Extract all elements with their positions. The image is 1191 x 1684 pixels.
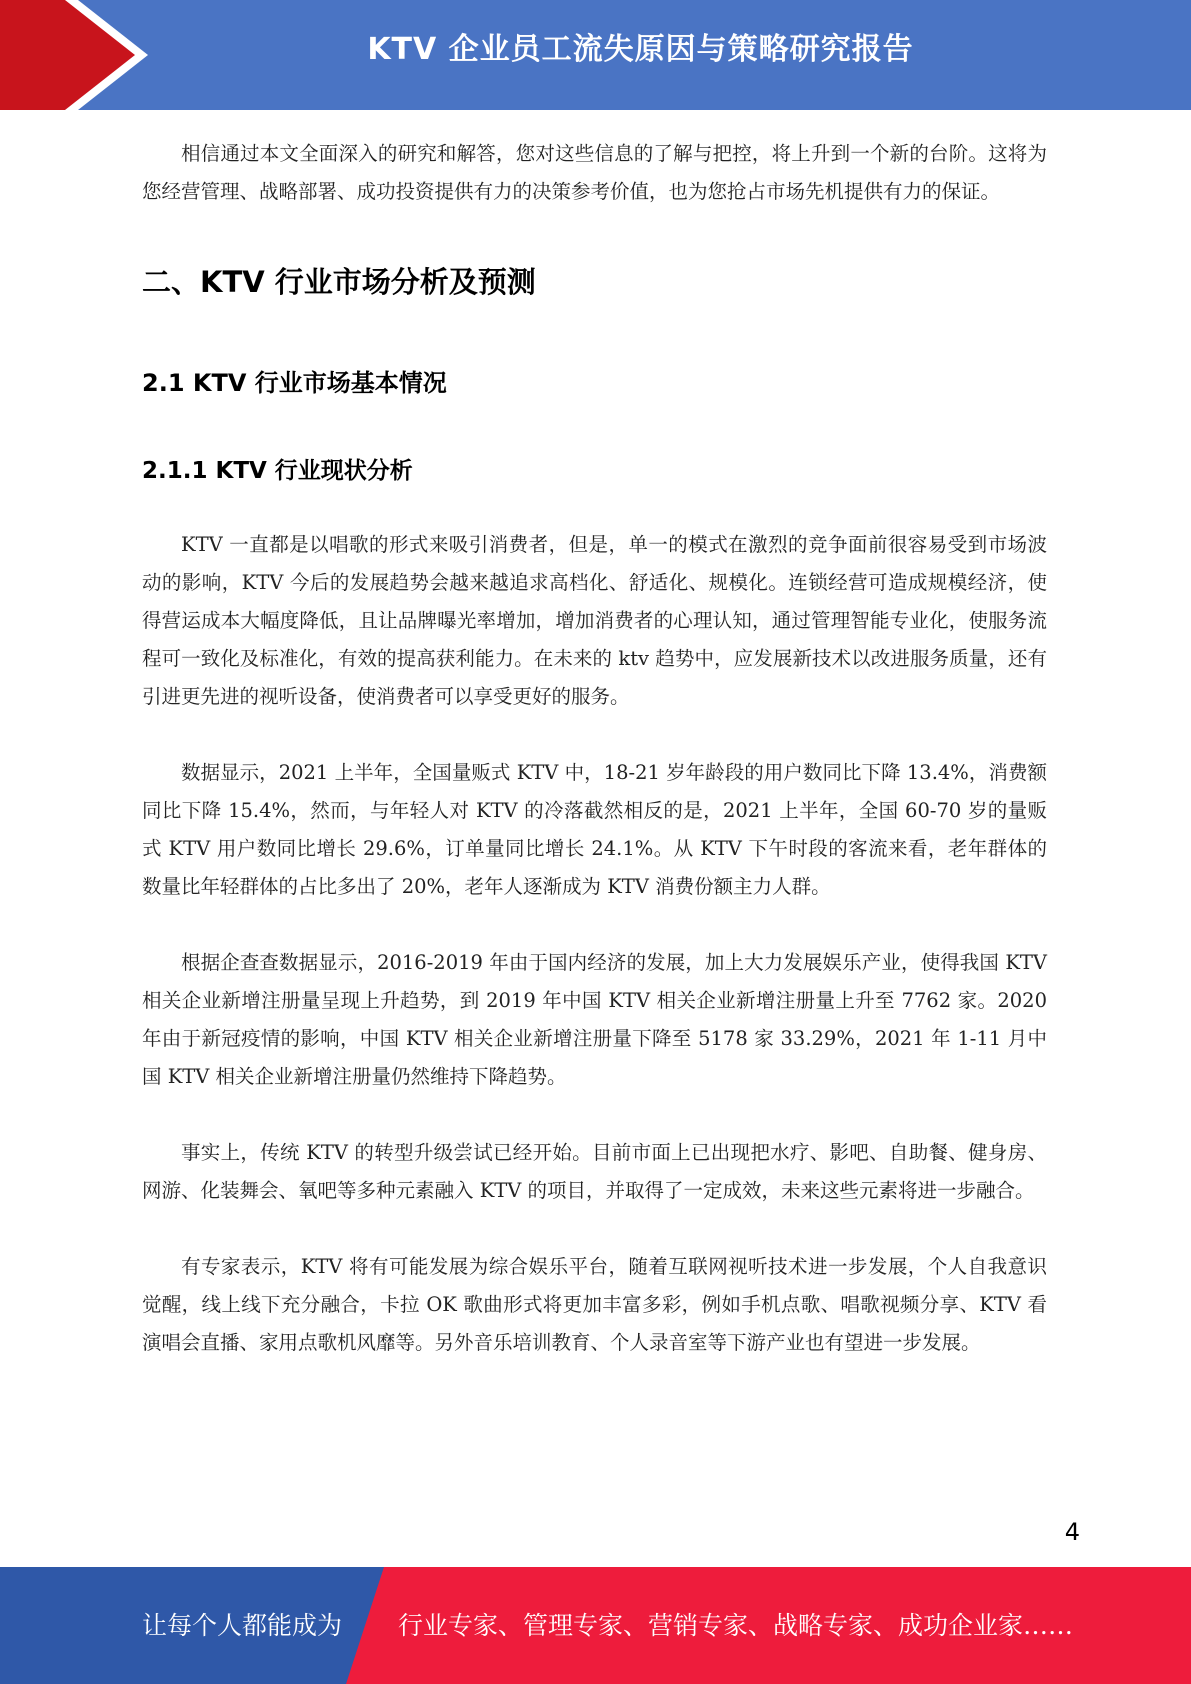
page-content xyxy=(142,135,1047,1362)
footer-slogan-left: 让每个人都能成为 xyxy=(142,1611,343,1640)
subsection-heading: 2.1 KTV 行业市场基本情况 xyxy=(142,369,447,397)
body-paragraph: 数据显示，2021 上半年，全国量贩式 KTV 中，18-21 岁年龄段的用户数同比下降 13.4%，消费额同比下降 15.4%，然而，与年轻人对 KTV 的冷落截然相反的是，2021 上半年，全国 60-70 岁的量贩式 KTV 用户数同比增长 29.6%，订单量同比增长 24.1%。从 KTV 下午时段的客流来看，老年群体的数量比年轻群体的占比多出了 20%，老年人逐渐成为 KTV 消费份额主力人群。 xyxy=(142,761,1047,898)
footer-slogan-right: 行业专家、管理专家、营销专家、战略专家、成功企业家…… xyxy=(398,1611,1074,1640)
page-header xyxy=(0,0,1191,110)
body-paragraph: KTV 一直都是以唱歌的形式来吸引消费者，但是，单一的模式在激烈的竞争面前很容易受到市场波动的影响，KTV 今后的发展趋势会越来越追求高档化、舒适化、规模化。连锁经营可造成规模经济，使得营运成本大幅度降低，且让品牌曝光率增加，增加消费者的心理认知，通过管理智能专业化，使服务流程可一致化及标准化，有效的提高获利能力。在未来的 ktv 趋势中，应发展新技术以改进服务质量，还有引进更先进的视听设备，使消费者可以享受更好的服务。 xyxy=(142,533,1047,708)
body-paragraph: 根据企查查数据显示，2016-2019 年由于国内经济的发展，加上大力发展娱乐产业，使得我国 KTV 相关企业新增注册量呈现上升趋势，到 2019 年中国 KTV 相关企业新增注册量上升至 7762 家。2020 年由于新冠疫情的影响，中国 KTV 相关企业新增注册量下降至 5178 家 33.29%，2021 年 1-11 月中国 KTV 相关企业新增注册量仍然维持下降趋势。 xyxy=(142,951,1047,1088)
page-number: 4 xyxy=(1064,1518,1080,1546)
page-footer xyxy=(0,1567,1191,1684)
section-heading: 二、KTV 行业市场分析及预测 xyxy=(142,265,536,299)
body-paragraph: 有专家表示，KTV 将有可能发展为综合娱乐平台，随着互联网视听技术进一步发展，个人自我意识觉醒，线上线下充分融合，卡拉 OK 歌曲形式将更加丰富多彩，例如手机点歌、唱歌视频分享、KTV 看演唱会直播、家用点歌机风靡等。另外音乐培训教育、个人录音室等下游产业也有望进一步发展。 xyxy=(142,1255,1047,1354)
document-title: KTV 企业员工流失原因与策略研究报告 xyxy=(367,32,914,67)
subsubsection-heading: 2.1.1 KTV 行业现状分析 xyxy=(142,458,413,484)
intro-paragraph: 相信通过本文全面深入的研究和解答，您对这些信息的了解与把控，将上升到一个新的台阶。这将为您经营管理、战略部署、成功投资提供有力的决策参考价值，也为您抢占市场先机提供有力的保证。 xyxy=(142,142,1047,203)
body-paragraph: 事实上，传统 KTV 的转型升级尝试已经开始。目前市面上已出现把水疗、影吧、自助餐、健身房、网游、化装舞会、氧吧等多种元素融入 KTV 的项目，并取得了一定成效，未来这些元素将进一步融合。 xyxy=(142,1141,1047,1202)
